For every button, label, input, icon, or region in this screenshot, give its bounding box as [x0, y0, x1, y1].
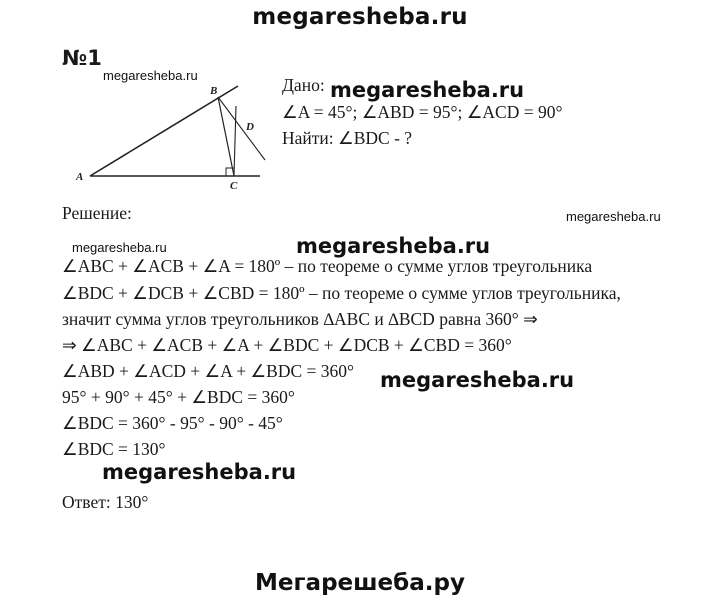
watermark-given: megaresheba.ru	[330, 78, 525, 102]
solution-line-3: значит сумма углов треугольников ∆ABC и ∆BCD равна 360° ⇒	[62, 309, 538, 329]
label-c: C	[230, 180, 238, 192]
triangle-figure	[60, 78, 280, 193]
given-values: ∠A = 45°; ∠ABD = 95°; ∠ACD = 90°	[282, 102, 563, 122]
solution-label: Решение:	[62, 203, 132, 223]
footer-watermark: Мегарешеба.ру	[255, 570, 465, 596]
watermark-small-left: megaresheba.ru	[72, 240, 167, 255]
line-ab	[90, 86, 238, 176]
line-bd	[218, 97, 265, 160]
solution-line-5: ∠ABD + ∠ACD + ∠A + ∠BDC = 360°	[62, 361, 355, 381]
solution-line-1: ∠ABC + ∠ACB + ∠A = 180º – по теореме о сумме углов треугольника	[62, 256, 593, 276]
watermark-lower-left: megaresheba.ru	[102, 460, 297, 484]
label-b: B	[210, 85, 218, 97]
watermark-mid: megaresheba.ru	[296, 234, 491, 258]
solution-line-7: ∠BDC = 360° - 95° - 90° - 45°	[62, 413, 283, 433]
label-d: D	[246, 121, 254, 133]
line-cd	[234, 106, 236, 176]
watermark-small-right: megaresheba.ru	[566, 209, 661, 224]
header-watermark: megaresheba.ru	[252, 4, 468, 30]
label-a: A	[76, 171, 84, 183]
solution-line-6: 95° + 90° + 45° + ∠BDC = 360°	[62, 387, 295, 407]
given-label: Дано:	[282, 75, 325, 95]
solution-line-8: ∠BDC = 130°	[62, 439, 166, 459]
watermark-small: megaresheba.ru	[103, 68, 198, 83]
problem-number: №1	[62, 46, 102, 70]
solution-line-2: ∠BDC + ∠DCB + ∠CBD = 180º – по теореме о сумме углов треугольника,	[62, 283, 621, 303]
find-text: Найти: ∠BDC - ?	[282, 128, 413, 148]
line-bc	[218, 97, 234, 176]
watermark-right-of-line: megaresheba.ru	[380, 368, 575, 392]
solution-line-4: ⇒ ∠ABC + ∠ACB + ∠A + ∠BDC + ∠DCB + ∠CBD = 360°	[62, 335, 512, 355]
answer-text: Ответ: 130°	[62, 492, 149, 512]
